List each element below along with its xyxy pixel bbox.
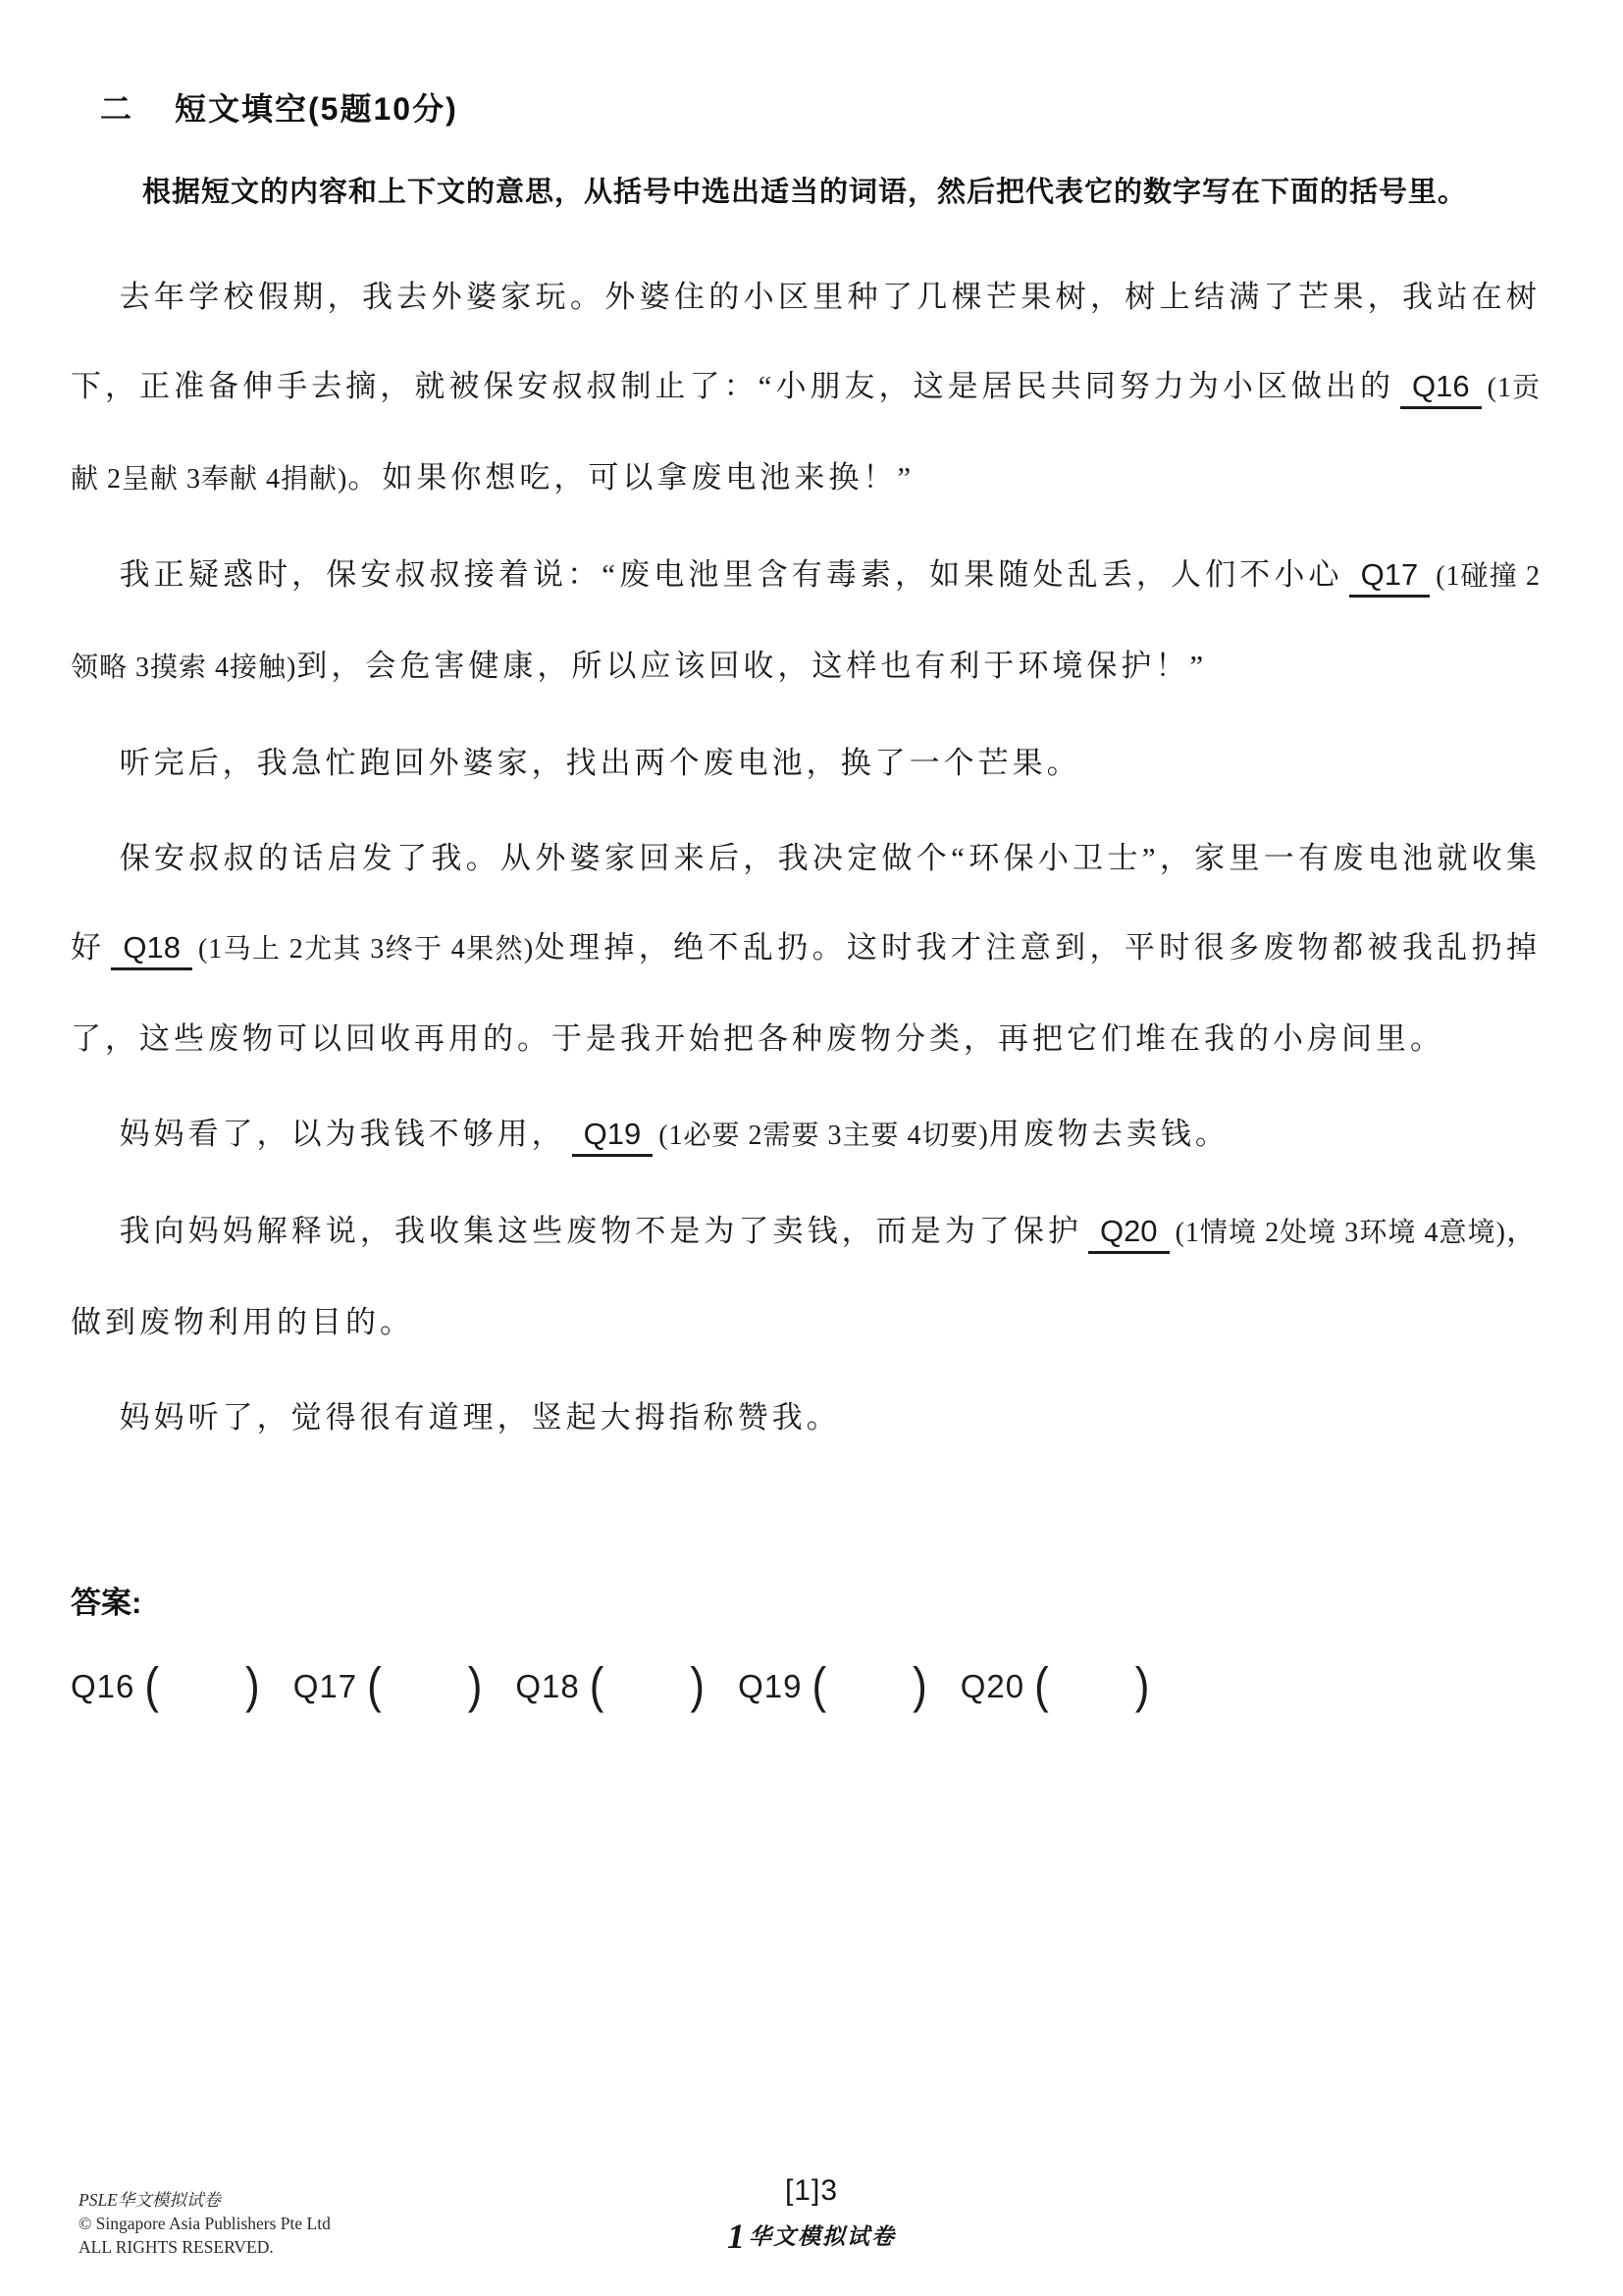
passage-text: 我正疑惑时，保安叔叔接着说：“废电池里含有毒素，如果随处乱丢，人们不小心	[119, 557, 1343, 592]
section-number: 二	[100, 91, 134, 127]
section-header	[100, 84, 1554, 130]
answer-slot-label: Q16	[71, 1668, 135, 1704]
question-options: (1必要 2需要 3主要 4切要)	[658, 1121, 989, 1151]
answer-slot-label: Q19	[738, 1668, 803, 1704]
close-paren: )	[1134, 1658, 1150, 1714]
passage-text: 妈妈听了，觉得很有道理，竖起大拇指称赞我。	[119, 1400, 841, 1435]
section-title: 短文填空(5题10分)	[175, 91, 458, 127]
logo-numeral: 1	[727, 2217, 745, 2256]
passage-paragraph	[71, 1373, 1541, 1462]
footer-center	[0, 2174, 1623, 2257]
answer-slot-q18	[515, 1658, 706, 1714]
passage-text: 妈妈看了，以为我钱不够用，	[119, 1117, 566, 1151]
publisher-logo	[0, 2216, 1623, 2257]
passage-text: 我向妈妈解释说，我收集这些废物不是为了卖钱，而是为了保护	[119, 1214, 1082, 1248]
passage-text: 处理掉，绝不乱扔。这时我才注意到，平时很多废物都被我乱扔掉了，这些废物可以回收再用的。于是我开始把各种废物分类，再把它们堆在我的小房间里。	[71, 930, 1542, 1056]
close-paren: )	[690, 1658, 706, 1714]
question-blank-q19: Q19	[572, 1117, 654, 1157]
passage-paragraph	[71, 530, 1541, 712]
passage-text: 听完后，我急忙跑回外婆家，找出两个废电池，换了一个芒果。	[119, 746, 1081, 780]
answer-slot-label: Q17	[292, 1668, 358, 1704]
answer-slot-q17	[292, 1658, 483, 1714]
passage-paragraph	[71, 813, 1541, 1083]
page-number: [1]3	[784, 2174, 839, 2207]
passage-paragraph	[71, 718, 1541, 808]
question-options: (1碰撞 2领略 3摸索 4接触)	[71, 561, 1541, 683]
passage-text: 去年学校假期，我去外婆家玩。外婆住的小区里种了几棵芒果树，树上结满了芒果，我站在树下，正准备伸手去摘，就被保安叔叔制止了：“小朋友，这是居民共同努力为小区做出的	[71, 280, 1541, 403]
passage-text: 用废物去卖钱。	[988, 1117, 1230, 1151]
answer-slot-q16	[71, 1658, 260, 1714]
question-options: (1贡献 2呈献 3奉献 4捐献)	[71, 373, 1541, 495]
instructions-text: 根据短文的内容和上下文的意思，从括号中选出适当的词语，然后把代表它的数字写在下面的括号里。	[142, 177, 1468, 208]
answer-slot-label: Q18	[515, 1668, 580, 1704]
answer-slot-q19	[738, 1658, 927, 1714]
question-blank-q18: Q18	[111, 930, 192, 970]
question-options: (1马上 2尤其 3终于 4果然)	[197, 934, 535, 965]
logo-text: 华文模拟试卷	[749, 2224, 896, 2249]
question-options: (1情境 2处境 3环境 4意境)	[1175, 1218, 1506, 1248]
passage-text: 。如果你想吃，可以拿废电池来换！”	[347, 460, 916, 495]
passage-text: ，做到废物利用的目的。	[71, 1214, 1542, 1339]
open-paren: (	[367, 1658, 382, 1714]
passage-paragraph	[71, 252, 1541, 524]
close-paren: )	[245, 1658, 260, 1714]
question-blank-q16: Q16	[1400, 369, 1482, 409]
footer-series-title: PSLE华文模拟试卷	[79, 2190, 221, 2210]
passage-paragraph	[71, 1089, 1541, 1180]
footer-rights: ALL RIGHTS RESERVED.	[79, 2237, 274, 2257]
question-blank-q17: Q17	[1349, 557, 1431, 598]
passage-paragraph	[71, 1186, 1541, 1367]
close-paren: )	[467, 1658, 483, 1714]
footer-publisher: © Singapore Asia Publishers Pte Ltd	[79, 2214, 331, 2233]
open-paren: (	[589, 1658, 604, 1714]
answer-slot-label: Q20	[960, 1668, 1025, 1704]
open-paren: (	[144, 1658, 160, 1714]
passage-text: 保安叔叔的话启发了我。从外婆家回来后，我决定做个“环保小卫士”，家里一有废电池就收集好	[71, 841, 1541, 965]
answer-row	[71, 1658, 1554, 1714]
passage-text: 到，会危害健康，所以应该回收，这样也有利于环境保护！”	[296, 649, 1208, 683]
close-paren: )	[913, 1658, 927, 1714]
open-paren: (	[812, 1658, 827, 1714]
passage	[71, 252, 1541, 1462]
question-blank-q20: Q20	[1088, 1214, 1170, 1254]
answers-label: 答案:	[71, 1586, 142, 1620]
answer-slot-q20	[960, 1658, 1150, 1714]
open-paren: (	[1034, 1658, 1049, 1714]
